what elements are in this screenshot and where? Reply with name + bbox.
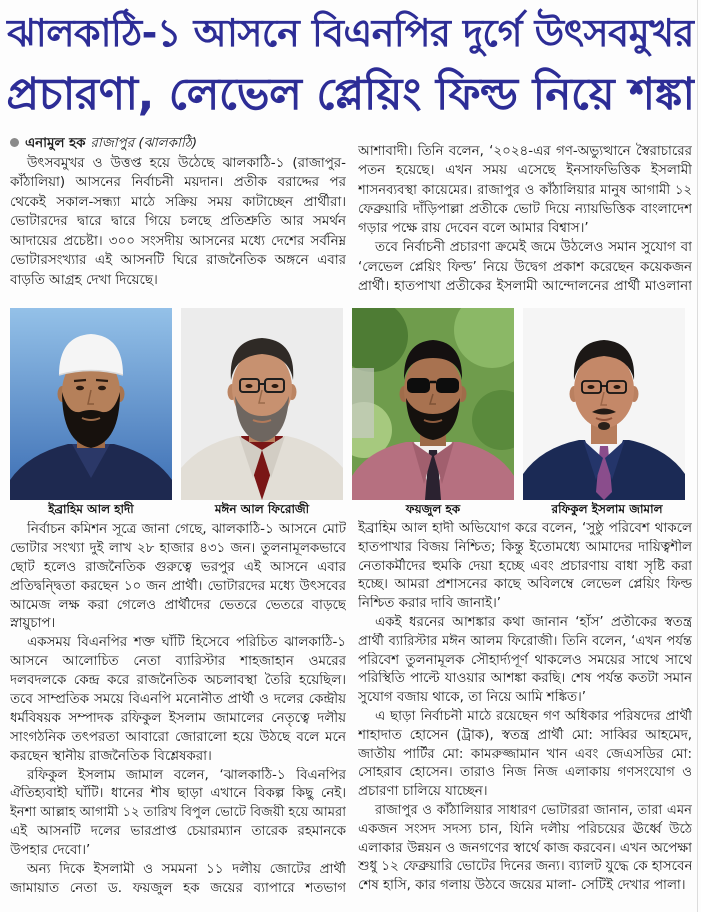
text-line: প্রচারণা চালিয়ে যাচ্ছেন। [358,784,488,800]
paragraph [10,634,346,766]
text-line: হাতপাখার বিজয় নিশ্চিত; কিন্তু ইতোমধ্যে আমাদের দায়িত্বশীল [358,539,692,555]
paragraph [10,154,346,291]
text-line: দলবদলকে কেন্দ্র করে রাজনৈতিক অচলাবস্থা তৈরি হয়েছিল। [10,673,346,689]
portrait-image [181,308,343,500]
text-line: ছোট হলেও রাজনৈতিক গুরুত্বে ভরপুর এই আসনে এবার [10,559,346,575]
column-top-left [10,154,346,291]
text-line: স্নায়ুচাপ। [10,616,56,632]
photo-caption: মঈন আল ফিরোজী [214,502,310,516]
text-line: শুধু ১২ ফেব্রুয়ারি ভোটের দিনের জন্য। ব্যালট যুদ্ধে কে হাসবেন [358,859,692,875]
text-line: ঐতিহ্যবাহী ঘাঁটি। ধানের শীষ ছাড়া এখানে বিকল্প কিছু নেই। [10,786,346,802]
text-line: গড়ার পক্ষে রায় দেবেন বলে আমার বিশ্বাস।’ [358,221,589,237]
text-line: নেতাকর্মীদের হুমকি দেয়া হচ্ছে এবং প্রচারণায় বাধা সৃষ্টি করা [358,558,692,574]
text-line: ফেব্রুয়ারি দাঁড়িপাল্লা প্রতীকে ভোট দিয়ে ন্যায়ভিত্তিক বাংলাদেশ [358,201,692,217]
paragraph [358,520,692,614]
paragraph [358,142,692,238]
text-line: থেকেই সকাল-সন্ধ্যা মাঠে সক্রিয় সময় কাটাচ্ছেন প্রার্থীরা। [10,194,346,210]
text-line: আশাবাদী। তিনি বলেন, ‘২০২৪-এর গণ-অভ্যুত্থানে স্বৈরাচারের [358,144,692,159]
text-line: ভোটারদের দ্বারে দ্বারে গিয়ে চলছে প্রতিশ্রুতি আর সমর্থন [10,214,346,229]
text-line: ইব্রাহিম আল হাদী অভিযোগ করে বলেন, ‘সুষ্ঠু পরিবেশ থাকলে [358,521,692,536]
text-line: পরিবেশ তুলনামূলক সৌহার্দ্যপূর্ণ থাকলেও সময়ের সাথে সাথে [358,652,692,668]
text-line: শাসনব্যবস্থা কায়েমের। রাজাপুর ও কাঁঠালিয়ার মানুষ আগামী ১২ [358,182,692,198]
text-line: একজন সংসদ সদস্য চান, যিনি দলীয় পরিচয়ের ঊর্ধ্বে উঠে [358,821,692,837]
photo-ibrahim-al-hadi [10,308,172,500]
text-line: এই আসনটি দলের ভারপ্রাপ্ত চেয়ারম্যান তারেক রহমানকে [10,824,346,840]
text-line: সুযোগ বজায় থাকে, তা নিয়ে আমি শঙ্কিত।’ [358,690,587,706]
column-top-right [358,142,692,296]
text-line: বাড়তি আগ্রহ দেখা দিয়েছে। [10,272,158,288]
text-line: ইনশা আল্লাহ আগামী ১২ তারিখ বিপুল ভোটে বিজয়ী হয়ে আমরা [10,805,346,821]
text-line: পতন হয়েছে। এখন সময় এসেছে ইনসাফভিত্তিক ইসলামী [358,163,692,179]
text-line: অন্য দিকে ইসলামী ও সমমনা ১১ দলীয় জোটের প্রার্থী [27,862,346,878]
photo-caption: ফয়জুল হক [405,502,461,516]
text-line: পরিস্থিতি পাল্টে যাওয়ার আশঙ্কা করছি। শেষ পর্যন্ত কতটা সমান [358,671,692,687]
text-line: নির্বাচন কমিশন সূত্রে জানা গেছে, ঝালকাঠি-১ আসনে মোট [27,522,346,537]
headline-line-2: প্রচারণা, লেভেল প্লেয়িং ফিল্ড নিয়ে শঙ্কা [6,69,695,120]
text-line: কাঁঠালিয়া) আসনের নির্বাচনী ময়দান। প্রতীক বরাদ্দের পর [10,175,346,190]
text-line: সাংগঠনিক তৎপরতা আবারো জোরালো হয়ে উঠছে বলে মনে [10,729,346,745]
text-line: আসনে আলোচিত নেতা ব্যারিস্টার শাহজাহান ওমরের [10,654,346,670]
text-line: প্রার্থী ব্যারিস্টার মঈন আলম ফিরোজী। তিনি বলেন, ‘এখন পর্যন্ত [358,633,692,649]
text-line: একসময় বিএনপির শক্ত ঘাঁটি হিসেবে পরিচিত ঝালকাঠি-১ [27,635,346,651]
byline [10,134,346,154]
byline-location: রাজাপুর (ঝালকাঠি) [90,136,198,151]
text-line: জাতীয় পার্টির মো: কামরুজ্জামান খান এবং জেএসডির মো: [358,746,692,762]
portrait-image [523,308,685,500]
paragraph [358,802,692,896]
column-bottom-left [10,521,346,899]
text-line: তবে নির্বাচনী প্রচারণা ক্রমেই জমে উঠলেও সমান সুযোগ বা [375,240,692,256]
portrait-image [10,308,172,500]
paragraph [358,238,692,296]
paragraph [358,614,692,708]
text-line: রফিকুল ইসলাম জামাল বলেন, ‘ঝালকাঠি-১ বিএনপির [27,767,346,783]
text-line: এ ছাড়া নির্বাচনী মাঠে রয়েছেন গণ অধিকার পরিষদের প্রার্থী [375,708,692,724]
photo-moin-al-firozi [181,308,343,500]
text-line: একই ধরনের আশঙ্কার কথা জানান ‘হাঁস’ প্রতীকের স্বতন্ত্র [375,614,692,630]
text-line: ভোটার সংখ্যা দুই লাখ ২৮ হাজার ৪৩১ জন। তুলনামূলকভাবে [10,540,346,556]
byline-bullet-icon [10,138,19,147]
text-line: উপহার দেবো।’ [10,843,91,859]
text-line: শেষ হাসি, কার গলায় উঠবে জয়ের মালা- সেটিই দেখার পালা। [358,878,686,894]
column-bottom-right [358,520,692,896]
text-line: নিশ্চিত করার দাবি জানাই।’ [358,596,502,612]
headline-line-1: ঝালকাঠি-১ আসনে বিএনপির দুর্গে উৎসবমুখর [7,11,694,55]
text-line: ধর্মবিষয়ক সম্পাদক রফিকুল ইসলাম জামালের নেতৃত্বে দলীয় [10,710,346,726]
text-line: জামায়াত নেতা ড. ফয়জুল হক জয়ের ব্যাপারে শতভাগ [10,880,346,896]
text-line: এলাকার উন্নয়ন ও জনগণের স্বার্থে কাজ করবেন। এখন অপেক্ষা [358,840,692,856]
text-line: রাজাপুর ও কাঁঠালিয়ার সাধারণ ভোটাররা জানান, তারা এমন [375,802,692,818]
text-line: শাহাদাত হোসেন (ট্রাক), স্বতন্ত্র প্রার্থী মো: সাব্বির আহমেদ, [358,727,692,743]
paragraph [10,861,346,899]
text-line: আদায়ের প্রচেষ্টা। ৩০০ সংসদীয় আসনের মধ্যে দেশের সর্বনিম্ন [10,233,346,249]
text-line: ভোটারসংখ্যার এই আসনটি ঘিরে রাজনৈতিক অঙ্গনে এবার [10,253,346,268]
portrait-image [352,308,514,500]
page-edge-line [697,0,698,912]
photo-rafiqul-islam-jamal [523,308,685,500]
byline-author: এনামুল হক [25,136,86,151]
text-line: তবে সাম্প্রতিক সময়ে বিএনপি মনোনীত প্রার্থী ও দলের কেন্দ্রীয় [10,692,346,708]
paragraph [358,708,692,802]
text-line: করছেন স্থানীয় রাজনৈতিক বিশ্লেষকরা। [10,748,212,764]
paragraph [10,767,346,861]
text-line: প্রার্থী। হাতপাখা প্রতীকের ইসলামী আন্দোলনের প্রার্থী মাওলানা [358,279,692,295]
text-line: হচ্ছে। আমরা প্রশাসনের কাছে অবিলম্বে লেভেল প্লেয়িং ফিল্ড [358,577,692,593]
text-line: আমেজ লক্ষ করা গেলেও প্রার্থীদের ভেতরে ভেতরে বাড়ছে [10,597,346,613]
photo-caption: ইব্রাহিম আল হাদী [48,502,134,516]
paragraph [10,521,346,634]
text-line: উৎসবমুখর ও উত্তপ্ত হয়ে উঠেছে ঝালকাঠি-১ (রাজাপুর- [27,155,346,171]
photo-foyzul-haque [352,308,514,500]
text-line: প্রতিদ্বন্দ্বিতা করছেন ১০ জন প্রার্থী। ভোটারদের মধ্যে উৎসবের [10,578,346,594]
text-line: সোহরাব হোসেন। তারাও নিজ নিজ এলাকায় গণসংযোগ ও [358,765,692,781]
text-line: ‘লেভেল প্লেয়িং ফিল্ড’ নিয়ে উদ্বেগ প্রকাশ করেছেন কয়েকজন [358,259,692,275]
photo-caption: রফিকুল ইসলাম জামাল [551,502,663,516]
